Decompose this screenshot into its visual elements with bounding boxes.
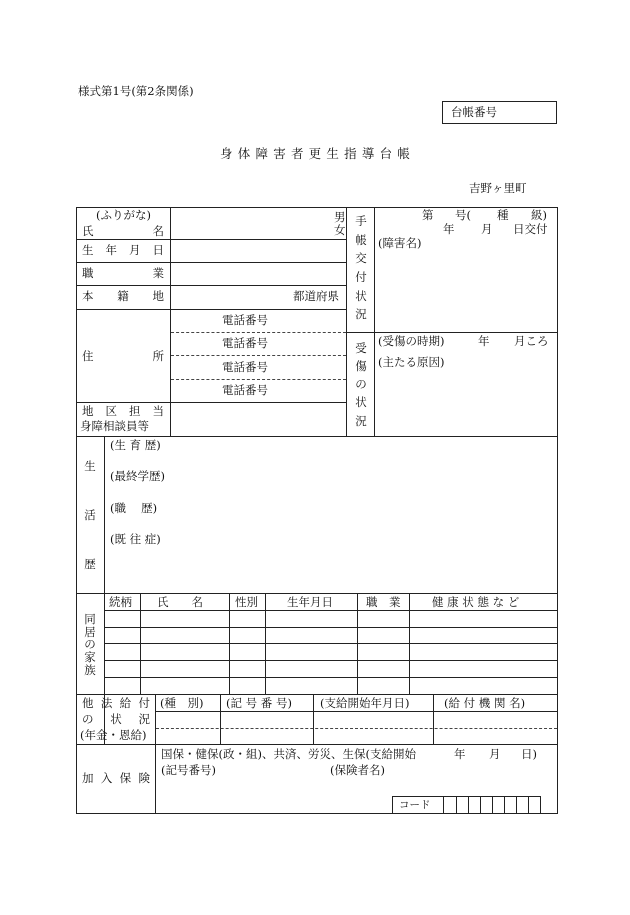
- district-label: 地 区 担 当: [82, 404, 164, 418]
- education-label: (最終学歴): [110, 469, 165, 483]
- phone-label-3: 電話番号: [222, 360, 268, 374]
- occupation-label: 職 業: [82, 266, 164, 280]
- injury-month: 月ころ: [514, 334, 549, 348]
- household-header-health: 健 康 状 態 な ど: [432, 595, 520, 609]
- other-benefits-label-2: の 状 況: [82, 712, 150, 726]
- benefit-header-start-date: (支給開始年月日): [320, 696, 410, 710]
- counselor-label: 身障相談員等: [80, 419, 149, 433]
- furigana-label: (ふりがな): [96, 208, 151, 222]
- upbringing-label: (生 育 歴): [110, 438, 161, 452]
- issue-month: 月: [481, 222, 493, 236]
- household-label: 同 居 の 家 族: [84, 612, 96, 677]
- domicile-label: 本 籍 地: [82, 289, 164, 303]
- phone-label-4: 電話番号: [222, 383, 268, 397]
- issue-day: 日交付: [513, 222, 548, 236]
- household-header-relation: 続柄: [109, 595, 132, 609]
- insurance-start-month: 月: [489, 747, 501, 761]
- phone-label-1: 電話番号: [222, 313, 268, 327]
- life-history-label: 生 活 歴: [84, 459, 96, 571]
- handbook-dai: 第: [422, 208, 434, 222]
- address-label: 住 所: [82, 349, 164, 363]
- form-title: 身 体 障 害 者 更 生 指 導 台 帳: [220, 146, 410, 161]
- handbook-go: 号(: [455, 208, 471, 222]
- symbol-number-label: (記号番号): [161, 763, 216, 777]
- sex-female[interactable]: 女: [334, 223, 346, 237]
- household-header-occupation: 職 業: [366, 595, 401, 609]
- birthdate-label: 生 年 月 日: [82, 243, 164, 257]
- issue-year: 年: [443, 222, 455, 236]
- other-benefits-label-3: (年金・恩給): [80, 728, 147, 742]
- code-label: コード: [399, 799, 431, 811]
- benefit-header-number: (記 号 番 号): [226, 696, 292, 710]
- insurance-label: 加 入 保 険: [82, 771, 150, 785]
- injury-time-label: (受傷の時期): [378, 334, 445, 348]
- benefit-header-type: (種 別): [160, 696, 204, 710]
- ledger-number-box: [442, 101, 557, 124]
- injury-cause-label: (主たる原因): [378, 355, 445, 369]
- insurer-name-label: (保険者名): [330, 763, 385, 777]
- name-label: 氏 名: [82, 224, 164, 238]
- benefit-header-agency: (給 付 機 関 名): [444, 696, 526, 710]
- insurance-types: 国保・健保(政・組)、共済、労災、生保(支給開始: [161, 747, 416, 761]
- disability-name-label: (障害名): [378, 236, 422, 250]
- household-header-name: 氏 名: [157, 595, 203, 609]
- prefecture-label: 都道府県: [293, 289, 339, 303]
- work-history-label: (職 歴): [110, 501, 158, 515]
- code-field[interactable]: [392, 796, 541, 814]
- household-header-sex: 性別: [235, 595, 258, 609]
- past-illness-label: (既 往 症): [110, 532, 161, 546]
- ledger-number-label: 台帳番号: [451, 105, 497, 119]
- injury-year: 年: [478, 334, 490, 348]
- municipality: 吉野ヶ里町: [469, 181, 527, 195]
- insurance-start-year: 年: [454, 747, 466, 761]
- other-benefits-label-1: 他 法 給 付: [82, 696, 150, 710]
- handbook-shu: 種: [497, 208, 509, 222]
- injury-label: 受 傷 の 状 況: [355, 341, 367, 428]
- handbook-kyu: 級): [531, 208, 547, 222]
- form-number: 様式第1号(第2条関係): [78, 84, 194, 98]
- phone-label-2: 電話番号: [222, 336, 268, 350]
- household-header-birthdate: 生年月日: [287, 595, 333, 609]
- insurance-start-day: 日): [521, 747, 537, 761]
- sex-male[interactable]: 男: [334, 210, 346, 224]
- handbook-label: 手 帳 交 付 状 況: [355, 214, 367, 322]
